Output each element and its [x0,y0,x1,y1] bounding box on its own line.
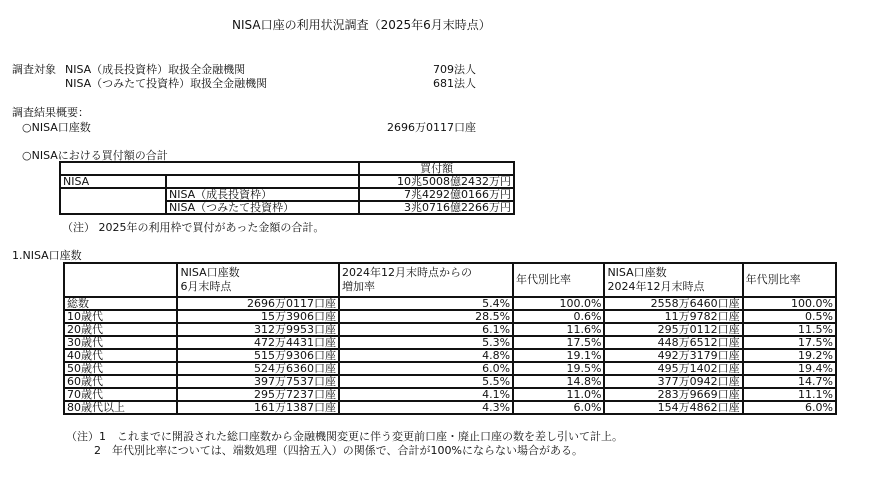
column-header: 2024年12月末時点からの 増加率 [339,263,513,297]
cell-value: 11.6% [513,323,604,336]
age-group-label: 80歳代以上 [64,401,177,414]
cell-value: 6.1% [339,323,513,336]
cell-value: 5.3% [339,336,513,349]
purchase-note: （注） 2025年の利用枠で買付があった金額の合計。 [62,221,325,234]
cell-value: 377万0942口座 [604,375,742,388]
cell-value: 295万0112口座 [604,323,742,336]
page-title: NISA口座の利用状況調査（2025年6月末時点） [232,18,491,32]
row-sublabel [166,175,359,188]
cell-value: 5.5% [339,375,513,388]
target-value: 681法人 [433,77,476,90]
cell-value: 6.0% [339,362,513,375]
table-row [64,336,836,349]
section1-heading: 1.NISA口座数 [12,249,82,262]
column-header: 年代別比率 [743,263,836,297]
cell-value: 495万1402口座 [604,362,742,375]
cell-value: 100.0% [513,297,604,310]
row-value: 7兆4292億0166万円 [359,188,514,201]
cell-value: 28.5% [339,310,513,323]
cell-value: 11.5% [743,323,836,336]
column-header: NISA口座数 6月末時点 [177,263,339,297]
cell-value: 19.1% [513,349,604,362]
cell-value: 524万6360口座 [177,362,339,375]
col-header: 買付額 [359,162,514,175]
note-1: （注）1 これまでに開設された総口座数から金融機関変更に伴う変更前口座・廃止口座の数を差し引いて計上。 [66,430,623,443]
purchase-table [59,161,515,215]
age-group-label: 40歳代 [64,349,177,362]
age-group-label: 20歳代 [64,323,177,336]
cell-value: 19.4% [743,362,836,375]
cell-value: 4.1% [339,388,513,401]
age-group-label: 60歳代 [64,375,177,388]
cell-value: 6.0% [513,401,604,414]
target-value: 709法人 [433,63,476,76]
target-label: 調査対象 [12,63,56,76]
column-header: NISA口座数 2024年12月末時点 [604,263,742,297]
column-header: 年代別比率 [513,263,604,297]
table-row [64,375,836,388]
table-row [64,310,836,323]
cell-value: 11万9782口座 [604,310,742,323]
cell-value: 4.3% [339,401,513,414]
age-group-label: 30歳代 [64,336,177,349]
cell-value: 17.5% [743,336,836,349]
age-group-label: 10歳代 [64,310,177,323]
age-group-label: 70歳代 [64,388,177,401]
cell-value: 6.0% [743,401,836,414]
accounts-table [63,262,837,415]
cell-value: 5.4% [339,297,513,310]
purchase-heading: ○NISAにおける買付額の合計 [22,149,168,162]
cell-value: 14.8% [513,375,604,388]
cell-value: 312万9953口座 [177,323,339,336]
cell-value: 492万3179口座 [604,349,742,362]
cell-value: 472万4431口座 [177,336,339,349]
table-row [64,362,836,375]
table-row [64,297,836,310]
cell-value: 295万7237口座 [177,388,339,401]
row-label: NISA [60,175,166,188]
cell-value: 397万7537口座 [177,375,339,388]
target-name: NISA（つみたて投資枠）取扱全金融機関 [65,77,268,90]
cell-value: 154万4862口座 [604,401,742,414]
accounts-value: 2696万0117口座 [387,121,476,134]
cell-value: 17.5% [513,336,604,349]
table-row [64,388,836,401]
summary-label: 調査結果概要： [12,106,89,119]
accounts-label: ○NISA口座数 [22,121,91,134]
row-value: 10兆5008億2432万円 [359,175,514,188]
cell-value: 2696万0117口座 [177,297,339,310]
cell-value: 19.5% [513,362,604,375]
table-row [64,349,836,362]
cell-value: 283万9669口座 [604,388,742,401]
cell-value: 11.1% [743,388,836,401]
cell-value: 4.8% [339,349,513,362]
cell-value: 14.7% [743,375,836,388]
cell-value: 161万1387口座 [177,401,339,414]
cell-value: 0.5% [743,310,836,323]
row-sublabel: NISA（つみたて投資枠） [166,201,359,214]
cell-value: 2558万6460口座 [604,297,742,310]
cell-value: 100.0% [743,297,836,310]
target-name: NISA（成長投資枠）取扱全金融機関 [65,63,246,76]
age-group-label: 50歳代 [64,362,177,375]
row-sublabel: NISA（成長投資枠） [166,188,359,201]
cell-value: 15万3906口座 [177,310,339,323]
cell-value: 19.2% [743,349,836,362]
cell-value: 11.0% [513,388,604,401]
note-2: 2 年代別比率については、端数処理（四捨五入）の関係で、合計が100%にならない場合がある。 [94,444,584,457]
cell-value: 448万6512口座 [604,336,742,349]
cell-value: 515万9306口座 [177,349,339,362]
cell-value: 0.6% [513,310,604,323]
table-row [64,323,836,336]
row-value: 3兆0716億2266万円 [359,201,514,214]
table-row [64,401,836,414]
age-group-label: 総数 [64,297,177,310]
